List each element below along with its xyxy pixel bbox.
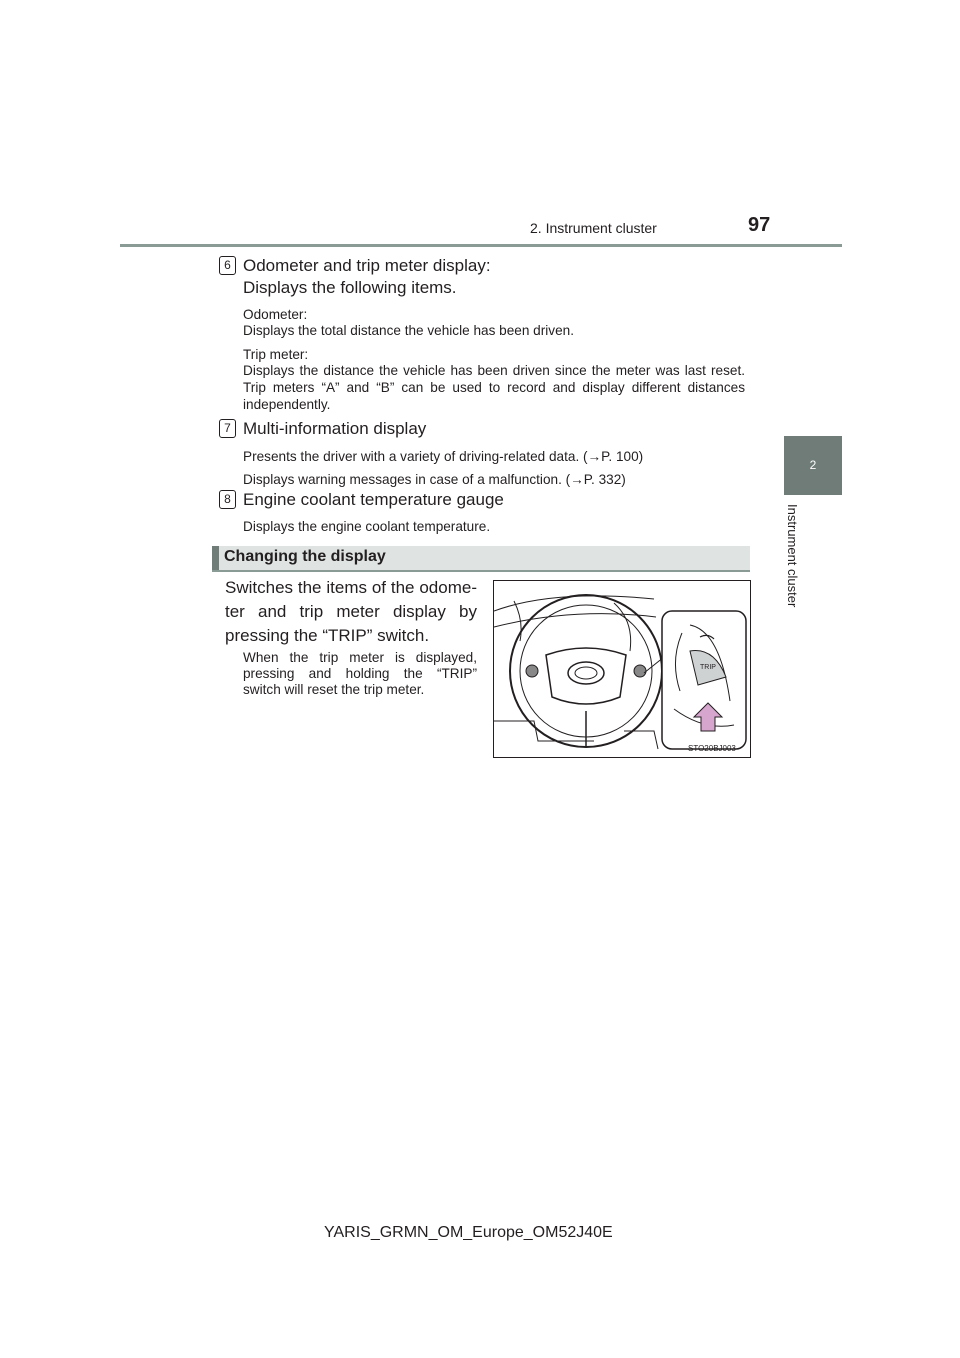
steering-wheel-drawing: [494, 581, 750, 757]
item-6-title-line-1: Odometer and trip meter display:: [243, 256, 491, 275]
section-banner-accent: [212, 546, 219, 570]
item-8-line-1: Displays the engine coolant temperature.: [243, 519, 491, 534]
main-text-line-3: pressing the “TRIP” switch.: [225, 626, 430, 645]
item-6-title-line-2: Displays the following items.: [243, 278, 457, 297]
chapter-title-vertical: Instrument cluster: [785, 504, 800, 608]
changing-display-main-text: [225, 576, 477, 648]
item-7-line-2: Displays warning messages in case of a malfunction. (→P. 332): [243, 472, 626, 487]
note-line-2: pressing and holding the “TRIP”: [243, 666, 477, 681]
header-divider: [120, 244, 842, 247]
odometer-description: Displays the total distance the vehicle has been driven.: [243, 323, 574, 338]
main-text-line-1: Switches the items of the odome-: [225, 578, 477, 597]
section-heading: Changing the display: [224, 548, 386, 565]
item-7-line-1: Presents the driver with a variety of driving-related data. (→P. 100): [243, 449, 644, 464]
section-banner-rule: [212, 570, 750, 572]
main-text-line-2: ter and trip meter display by: [225, 602, 477, 621]
reset-note: [243, 650, 477, 698]
item-7-title: Multi-information display: [243, 419, 427, 438]
steering-wheel-illustration: [493, 580, 751, 758]
page-number: 97: [748, 214, 771, 236]
item-number-8: 8: [219, 490, 236, 509]
item-number-7: 7: [219, 419, 236, 438]
footer-document-id: YARIS_GRMN_OM_Europe_OM52J40E: [324, 1224, 613, 1241]
odometer-label: Odometer:: [243, 307, 308, 322]
item-number-6: 6: [219, 256, 236, 275]
chapter-tab: 2: [784, 436, 842, 495]
trip-button-label: TRIP: [700, 664, 716, 671]
trip-meter-description: Displays the distance the vehicle has been driven since the meter was last reset. Trip meters “A” and “B” can be used to record and display different distances independently.: [243, 363, 745, 412]
trip-meter-label: Trip meter:: [243, 347, 309, 362]
figure-code: STO20BJ003: [688, 744, 736, 753]
note-line-3: switch will reset the trip meter.: [243, 682, 425, 697]
header-section-title: 2. Instrument cluster: [530, 220, 657, 236]
item-8-title: Engine coolant temperature gauge: [243, 490, 504, 509]
note-line-1: When the trip meter is displayed,: [243, 650, 477, 665]
